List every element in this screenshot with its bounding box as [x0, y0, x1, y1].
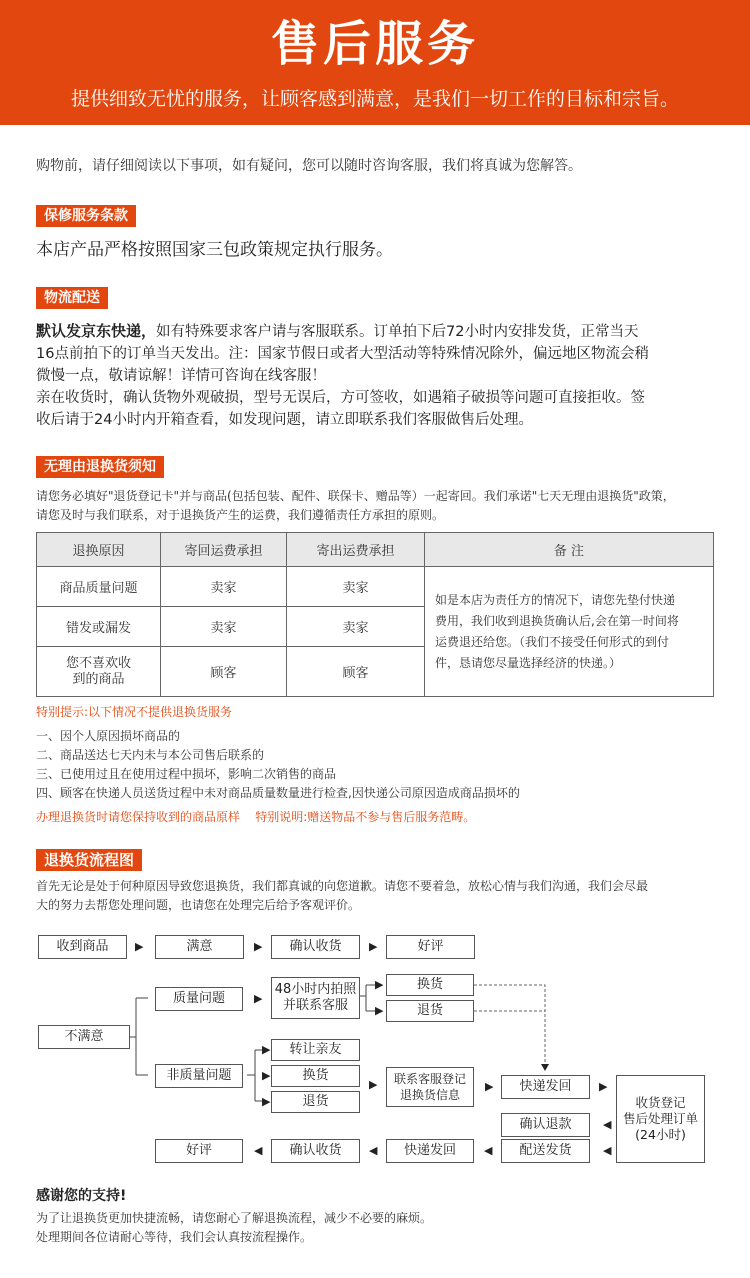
table-header: 寄出运费承担: [287, 533, 425, 567]
thanks-text: 为了让退换货更加快捷流畅，请您耐心了解退换流程，减少不必要的麻烦。 处理期间各位请耐心等待，我们会认真按流程操作。: [36, 1211, 433, 1244]
arrow-right-icon: ▶: [254, 940, 263, 953]
special-title: 特别提示:以下情况不提供退换货服务: [36, 705, 233, 719]
arrow-left-icon: ◀: [603, 1144, 612, 1157]
logistics-line-4: 亲在收货时，确认货物外观破损，型号无误后，方可签收，如遇箱子破损等问题可直接拒收。签: [36, 390, 645, 406]
table-header: 退换原因: [37, 533, 161, 567]
logistics-line-5: 收后请于24小时内开箱查看，如发现问题，请立即联系我们客服做售后处理。: [36, 412, 533, 428]
flow-good-review-bottom: 好评: [155, 1139, 243, 1163]
flow-good-review-top: 好评: [386, 935, 475, 959]
table-cell: 您不喜欢收 到的商品: [37, 647, 161, 697]
arrow-right-icon: ▶: [262, 1043, 271, 1056]
arrow-left-icon: ◀: [369, 1144, 378, 1157]
arrow-left-icon: ◀: [254, 1144, 263, 1157]
special-footer: 办理退换货时请您保持收到的商品原样 特别说明:赠送物品不参与售后服务范畴。: [36, 810, 476, 824]
flow-give-friend: 转让亲友: [271, 1039, 360, 1061]
logistics-line-1: 默认发京东快递，如有特殊要求客户请与客服联系。订单拍下后72小时内安排发货，正常当天: [36, 322, 639, 340]
table-cell: 顾客: [161, 647, 287, 697]
returns-notice-line-1: 请您务必填好"退货登记卡"并与商品(包括包装、配件、联保卡、赠品等）一起寄回。我们承诺"七天无理由退换货"政策，: [36, 489, 675, 503]
arrow-right-icon: ▶: [369, 940, 378, 953]
flow-exchange-mid: 换货: [271, 1065, 360, 1087]
table-cell: 卖家: [161, 607, 287, 647]
flow-refund-top: 退货: [386, 1000, 474, 1022]
list-item: 三、已使用过且在使用过程中损坏，影响二次销售的商品: [36, 767, 337, 781]
page-title: 售后服务: [270, 16, 479, 72]
arrow-right-icon: ▶: [485, 1080, 494, 1093]
arrow-right-icon: ▶: [375, 1004, 384, 1017]
flow-deliver: 配送发货: [501, 1139, 590, 1163]
arrow-right-icon: ▶: [262, 1095, 271, 1108]
flow-received: 收到商品: [38, 935, 127, 959]
table-note: 如是本店为责任方的情况下，请您先垫付快递 费用，我们收到退换货确认后,会在第一时间将 运费退还给您。（我们不接受任何形式的到付 件，恳请您尽量选择经济的快递。）: [425, 567, 714, 697]
warranty-tag: 保修服务条款: [36, 205, 136, 227]
warranty-text: 本店产品严格按照国家三包政策规定执行服务。: [36, 240, 393, 260]
flow-confirm-receipt-bottom: 确认收货: [271, 1139, 360, 1163]
flow-after-sale: 收货登记 售后处理订单 (24小时): [616, 1075, 705, 1163]
page-subtitle: 提供细致无忧的服务，让顾客感到满意，是我们一切工作的目标和宗旨。: [70, 88, 679, 110]
table-cell: 卖家: [287, 567, 425, 607]
returns-tag: 无理由退换货须知: [36, 456, 164, 478]
table-cell: 卖家: [287, 607, 425, 647]
logistics-line-3: 微慢一点，敬请谅解！详情可咨询在线客服！: [36, 368, 326, 384]
arrow-right-icon: ▶: [135, 940, 144, 953]
thanks-title: 感谢您的支持!: [36, 1188, 127, 1204]
returns-notice-line-2: 请您及时与我们联系，对于退换货产生的运费，我们遵循责任方承担的原则。: [36, 508, 445, 522]
flow-non-quality-issue: 非质量问题: [155, 1064, 243, 1088]
flow-ship-back: 快递发回: [501, 1075, 590, 1099]
process-intro: 首先无论是处于何种原因导致您退换货，我们都真诚的向您道歉。请您不要着急，放松心情与我们沟通，我们会尽最 大的努力去帮您处理问题，也请您在处理完后给予客观评价。: [36, 879, 649, 912]
table-cell: 顾客: [287, 647, 425, 697]
logistics-lead: 默认发京东快递，: [36, 322, 157, 340]
flow-photo-48h: 48小时内拍照 并联系客服: [271, 977, 360, 1019]
flow-exchange-top: 换货: [386, 974, 474, 996]
arrow-right-icon: ▶: [375, 978, 384, 991]
logistics-tag: 物流配送: [36, 287, 108, 309]
arrow-left-icon: ◀: [603, 1118, 612, 1131]
flow-ship-back-bottom: 快递发回: [386, 1139, 474, 1163]
flow-confirm-receipt-top: 确认收货: [271, 935, 360, 959]
table-cell: 错发或漏发: [37, 607, 161, 647]
table-cell: 商品质量问题: [37, 567, 161, 607]
flow-quality-issue: 质量问题: [155, 987, 243, 1011]
table-cell: 卖家: [161, 567, 287, 607]
flow-refund-mid: 退货: [271, 1091, 360, 1113]
table-header: 寄回运费承担: [161, 533, 287, 567]
list-item: 四、顾客在快递人员送货过程中未对商品质量数量进行检查,因快递公司原因造成商品损坏的: [36, 786, 520, 800]
logistics-line-2: 16点前拍下的订单当天发出。注：国家节假日或者大型活动等特殊情况除外，偏远地区物流会稍: [36, 346, 649, 362]
process-tag: 退换货流程图: [36, 849, 142, 871]
arrow-right-icon: ▶: [369, 1078, 378, 1091]
intro-text: 购物前，请仔细阅读以下事项，如有疑问，您可以随时咨询客服，我们将真诚为您解答。: [36, 158, 582, 174]
table-header: 备 注: [425, 533, 714, 567]
arrow-left-icon: ◀: [484, 1144, 493, 1157]
flow-confirm-refund: 确认退款: [501, 1113, 590, 1137]
list-item: 二、商品送达七天内未与本公司售后联系的: [36, 748, 265, 762]
flow-unsatisfied: 不满意: [38, 1025, 130, 1049]
flow-register: 联系客服登记 退换货信息: [386, 1067, 474, 1107]
arrow-right-icon: ▶: [254, 992, 263, 1005]
arrow-right-icon: ▶: [262, 1069, 271, 1082]
flow-satisfied: 满意: [155, 935, 244, 959]
arrow-right-icon: ▶: [599, 1080, 608, 1093]
list-item: 一、因个人原因损坏商品的: [36, 729, 181, 743]
